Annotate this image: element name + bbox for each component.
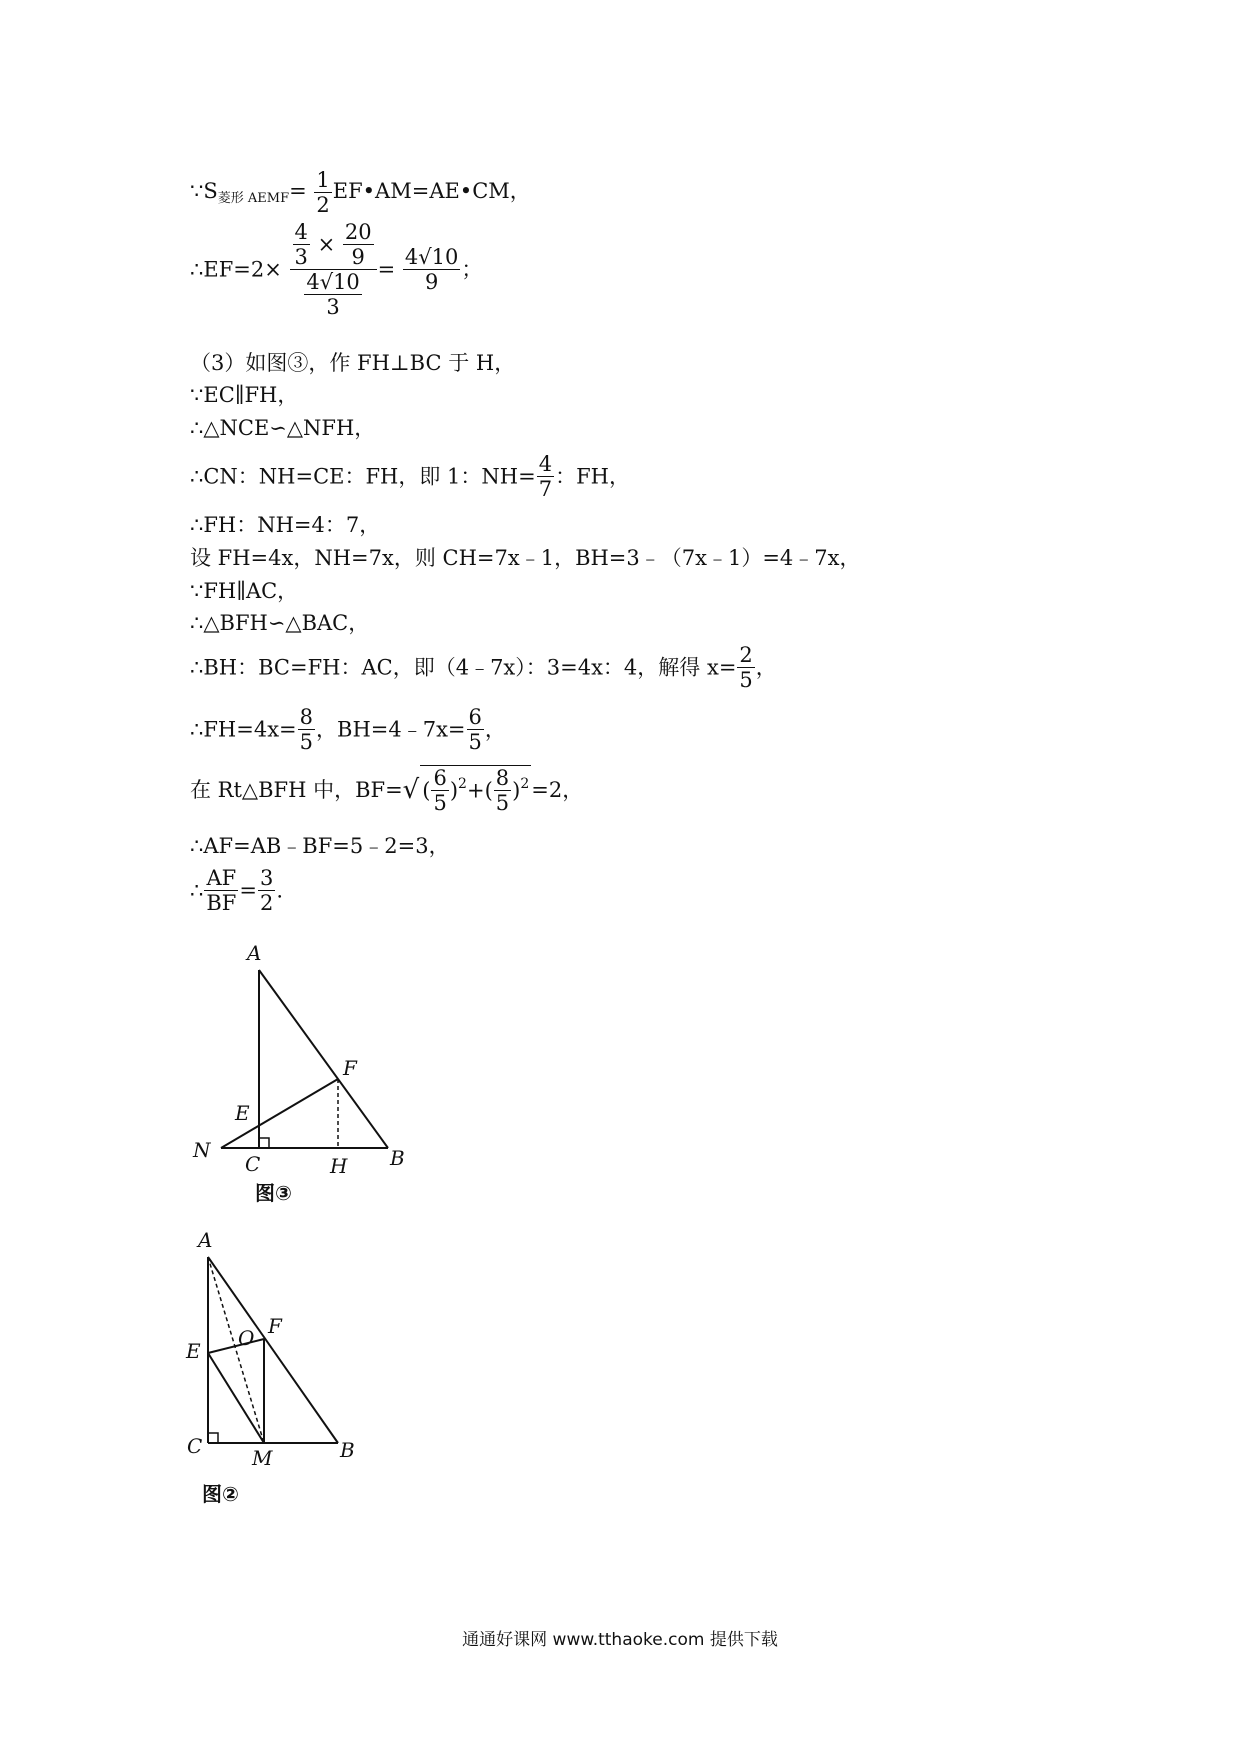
exponent: 2 bbox=[458, 776, 467, 792]
text: ∴CN：NH=CE：FH，即 1：NH= bbox=[190, 464, 536, 489]
numerator: 1 bbox=[316, 168, 330, 192]
fraction bbox=[494, 766, 511, 815]
numerator: 6 bbox=[468, 705, 482, 729]
text: EF•AM=AE•CM， bbox=[332, 179, 531, 203]
complex-denominator bbox=[290, 270, 377, 319]
segment-AB bbox=[259, 970, 388, 1148]
text: . bbox=[276, 878, 284, 903]
right-angle-mark bbox=[208, 1433, 218, 1443]
numerator: 2 bbox=[739, 643, 753, 667]
line-10: ∴△BFH∽△BAC， bbox=[190, 611, 370, 635]
text: ，BH=4﹣7x= bbox=[316, 717, 466, 742]
denominator: 2 bbox=[260, 891, 274, 915]
sqrt-body bbox=[420, 765, 531, 815]
denominator: 5 bbox=[468, 730, 482, 754]
text: ∴FH=4x= bbox=[190, 717, 297, 742]
figure-3-caption: 图③ bbox=[255, 1181, 292, 1205]
line-3: （3）如图③，作 FH⊥BC 于 H， bbox=[190, 351, 516, 375]
label-B: B bbox=[340, 1438, 355, 1462]
text: 在 Rt△BFH 中，BF= bbox=[190, 778, 403, 802]
fraction bbox=[204, 866, 238, 915]
line-8: 设 FH=4x，NH=7x，则 CH=7x﹣1，BH=3﹣（7x﹣1）=4﹣7x， bbox=[190, 546, 861, 570]
label-F: F bbox=[268, 1314, 282, 1338]
paren: ) bbox=[512, 778, 521, 803]
numerator: 8 bbox=[495, 766, 510, 790]
paren: ( bbox=[422, 778, 431, 803]
numerator: 6 bbox=[433, 766, 447, 790]
figure-3 bbox=[185, 935, 425, 1205]
label-C: C bbox=[187, 1434, 203, 1458]
denominator: 3 bbox=[294, 245, 308, 269]
denominator: 5 bbox=[739, 668, 753, 692]
numerator: 8 bbox=[299, 705, 314, 729]
fraction bbox=[537, 452, 554, 501]
complex-numerator bbox=[290, 220, 377, 270]
exponent: 2 bbox=[520, 776, 530, 792]
fraction bbox=[293, 220, 310, 269]
fraction bbox=[304, 270, 361, 319]
segment-EF bbox=[208, 1339, 264, 1353]
sqrt-sign: √ bbox=[402, 775, 420, 805]
numerator: 4 bbox=[538, 452, 553, 476]
numerator: 20 bbox=[344, 220, 372, 244]
paren: ( bbox=[484, 778, 493, 803]
fraction bbox=[258, 866, 275, 915]
text: = bbox=[377, 257, 396, 282]
label-O: O bbox=[238, 1326, 255, 1350]
fraction bbox=[403, 245, 460, 294]
label-C: C bbox=[245, 1152, 261, 1176]
label-N: N bbox=[193, 1138, 211, 1162]
line-14: ∴AF=AB﹣BF=5﹣2=3， bbox=[190, 834, 450, 858]
text: ， bbox=[755, 655, 777, 680]
line-7: ∴FH：NH=4：7， bbox=[190, 513, 381, 537]
text: ∴EF=2× bbox=[190, 257, 282, 282]
right-angle-mark bbox=[259, 1138, 269, 1148]
figure-2 bbox=[180, 1225, 380, 1515]
label-H: H bbox=[330, 1154, 348, 1178]
line-2 bbox=[190, 220, 482, 319]
numerator: 3 bbox=[260, 866, 274, 890]
figure-2-caption: 图② bbox=[202, 1482, 239, 1506]
label-E: E bbox=[186, 1339, 201, 1363]
paren: ) bbox=[449, 778, 459, 803]
denominator: 7 bbox=[538, 477, 553, 501]
plus: + bbox=[466, 778, 485, 803]
denominator: 5 bbox=[433, 791, 447, 815]
denominator: 9 bbox=[351, 245, 365, 269]
fraction bbox=[737, 643, 754, 692]
line-11 bbox=[190, 643, 777, 692]
text: =2， bbox=[531, 778, 584, 802]
line-6 bbox=[190, 452, 630, 501]
numerator: 4√10 bbox=[306, 270, 360, 294]
segment-AB bbox=[208, 1257, 338, 1443]
segment-EM bbox=[208, 1353, 264, 1443]
fraction bbox=[343, 220, 374, 269]
numerator: 4 bbox=[294, 220, 308, 244]
subscript: 菱形 AEMF bbox=[217, 191, 290, 206]
text: ， bbox=[484, 717, 506, 742]
line-15 bbox=[190, 866, 283, 915]
text: ：FH， bbox=[555, 464, 630, 489]
text: ∵S bbox=[190, 179, 218, 203]
fraction bbox=[431, 766, 448, 815]
label-B: B bbox=[390, 1146, 405, 1170]
fraction bbox=[298, 705, 315, 754]
label-A: A bbox=[247, 941, 262, 965]
line-5: ∴△NCE∽△NFH， bbox=[190, 416, 376, 440]
denominator: BF bbox=[206, 891, 237, 915]
line-12 bbox=[190, 705, 506, 754]
label-A: A bbox=[198, 1228, 213, 1252]
denominator: 5 bbox=[495, 791, 510, 815]
text: ∴BH：BC=FH：AC，即（4﹣7x）：3=4x：4，解得 x= bbox=[190, 655, 737, 680]
times: × bbox=[317, 232, 336, 257]
label-E: E bbox=[235, 1101, 250, 1125]
text: = bbox=[289, 179, 307, 203]
line-9: ∵FH∥AC， bbox=[190, 579, 299, 603]
denominator: 2 bbox=[316, 193, 330, 217]
numerator: 4√10 bbox=[404, 245, 459, 269]
fraction bbox=[467, 705, 484, 754]
denominator: 9 bbox=[424, 270, 439, 294]
label-M: M bbox=[252, 1446, 273, 1470]
text: = bbox=[239, 878, 257, 903]
text: ∴ bbox=[190, 878, 204, 903]
numerator: AF bbox=[204, 866, 238, 891]
complex-fraction bbox=[290, 220, 377, 319]
footer: 通通好课网 www.tthaoke.com 提供下载 bbox=[462, 1630, 778, 1650]
label-F: F bbox=[343, 1056, 357, 1080]
text: ； bbox=[461, 257, 483, 282]
denominator: 3 bbox=[326, 295, 340, 319]
denominator: 5 bbox=[299, 730, 314, 754]
line-13 bbox=[190, 765, 583, 815]
fraction bbox=[314, 168, 331, 217]
line-1 bbox=[190, 168, 531, 217]
line-4: ∵EC∥FH， bbox=[190, 383, 299, 407]
